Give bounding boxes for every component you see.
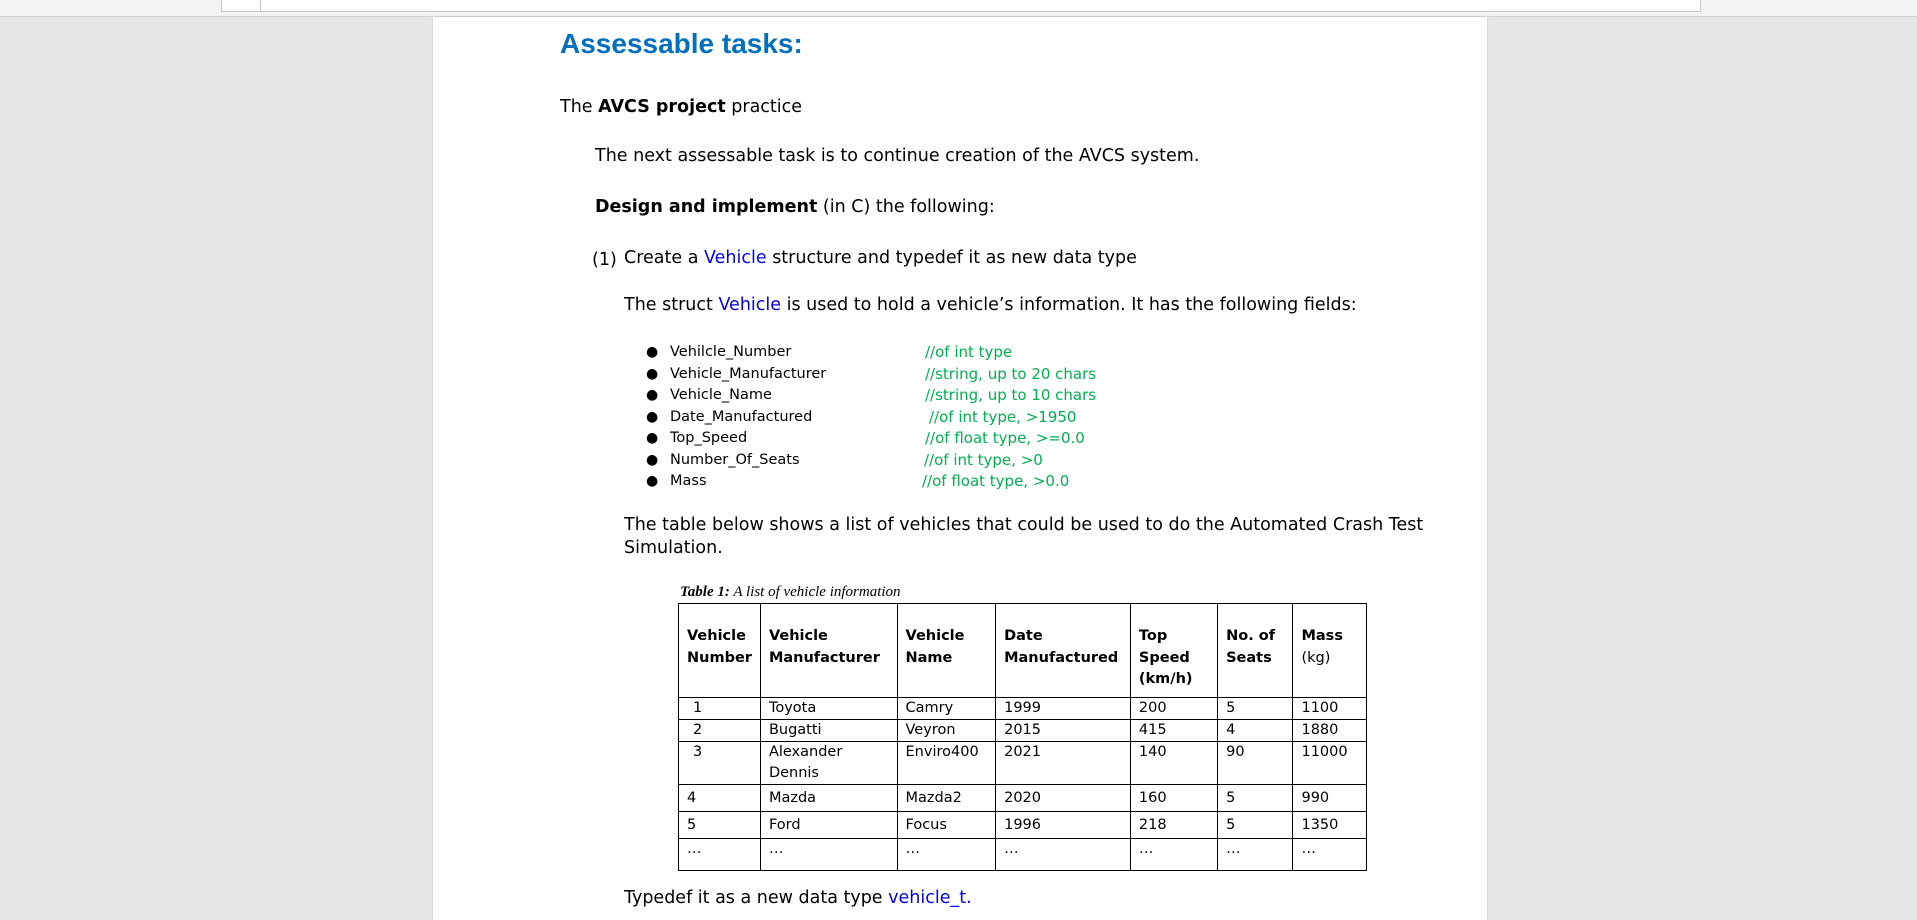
- table-cell: 2020: [996, 784, 1131, 811]
- col-header-vehicle-number: [679, 604, 761, 698]
- table-cell: 218: [1130, 811, 1217, 838]
- header-line: Vehicle: [687, 628, 746, 644]
- vehicle-link[interactable]: Vehicle: [704, 248, 767, 268]
- bullet-icon: ●: [646, 387, 659, 403]
- table-cell: Veyron: [897, 719, 996, 741]
- field-comment: //of float type, >0.0: [922, 472, 1070, 490]
- header-line: Date: [1004, 628, 1043, 644]
- design-paragraph: [595, 197, 995, 217]
- header-line: Speed: [1138, 649, 1190, 666]
- table-cell: …: [996, 838, 1131, 870]
- item1-post: structure and typedef it as new data type: [772, 248, 1137, 268]
- vehicle-link-2[interactable]: Vehicle: [718, 295, 782, 315]
- table-cell: Focus: [897, 811, 996, 838]
- col-header-top-speed: [1130, 604, 1217, 698]
- bullet-icon: ●: [646, 451, 659, 468]
- header-unit: (kg): [1301, 649, 1331, 666]
- table-cell: 160: [1130, 784, 1217, 811]
- struct-pre: The struct: [624, 295, 713, 315]
- item1-paragraph: [624, 248, 1137, 268]
- table-cell: 11000: [1293, 741, 1367, 784]
- header-line: Seats: [1226, 649, 1272, 666]
- table-cell: 1996: [996, 811, 1131, 838]
- header-line: Number: [687, 649, 752, 666]
- col-header-date: [996, 604, 1131, 698]
- field-comment: //string, up to 10 chars: [925, 386, 1097, 404]
- document-page: [433, 17, 1487, 920]
- table-cell: 3: [679, 741, 761, 784]
- field-comment: //of int type: [925, 343, 1013, 361]
- table-cell: 5: [1218, 784, 1293, 811]
- intro-bold: AVCS project: [598, 97, 726, 117]
- design-rest: (in C) the following:: [822, 197, 995, 217]
- intro-pre: The: [560, 97, 593, 117]
- page-title: Assessable tasks:: [560, 28, 803, 59]
- table-cell: Camry: [897, 697, 996, 719]
- header-line: Top: [1138, 628, 1168, 644]
- table-cell: Alexander Dennis: [760, 741, 897, 784]
- bullet-icon: ●: [646, 473, 659, 489]
- col-header-manufacturer: [760, 604, 897, 698]
- field-comment: //of int type, >0: [924, 450, 1043, 469]
- header-line: Mass: [1301, 628, 1343, 644]
- table-cell: 200: [1130, 697, 1217, 719]
- table-cell: …: [1218, 838, 1293, 870]
- task-sentence: The next assessable task is to continue creation of the AVCS system.: [595, 146, 1200, 166]
- table-cell: Enviro400: [897, 741, 996, 784]
- field-name: Mass: [670, 473, 707, 489]
- table-cell: 4: [679, 784, 761, 811]
- table-cell: …: [897, 838, 996, 870]
- table-cell: 990: [1293, 784, 1367, 811]
- top-toolbar-strip: [0, 0, 1917, 17]
- table-cell: 140: [1130, 741, 1217, 784]
- table-row: [679, 838, 1367, 870]
- table-cell: Bugatti: [760, 719, 897, 741]
- table-cell: 90: [1218, 741, 1293, 784]
- field-name: Vehicle_Name: [670, 387, 772, 403]
- caption-label: Table 1:: [680, 584, 730, 600]
- table-row: [679, 741, 1367, 784]
- table-cell: Mazda: [760, 784, 897, 811]
- field-separator: [260, 0, 261, 11]
- table-cell: 2015: [996, 719, 1131, 741]
- field-name: Number_Of_Seats: [670, 451, 800, 468]
- table-cell: 2021: [996, 741, 1131, 784]
- header-line: No. of: [1226, 628, 1276, 644]
- table-cell: Mazda2: [897, 784, 996, 811]
- field-name: Vehicle_Manufacturer: [670, 365, 827, 382]
- header-line: Manufacturer: [768, 649, 880, 666]
- col-header-mass: [1293, 604, 1367, 698]
- table-cell: …: [760, 838, 897, 870]
- field-comment: //of float type, >=0.0: [925, 429, 1085, 447]
- table-cell: 5: [679, 811, 761, 838]
- table-cell: 1999: [996, 697, 1131, 719]
- typedef-paragraph: [624, 888, 972, 908]
- header-line: Manufactured: [1004, 649, 1119, 666]
- intro-post: practice: [731, 97, 803, 117]
- table-cell: Toyota: [760, 697, 897, 719]
- table-cell: 1880: [1293, 719, 1367, 741]
- vehicle-t-link[interactable]: vehicle_t.: [888, 888, 972, 908]
- table-cell: Ford: [760, 811, 897, 838]
- header-line: Vehicle: [768, 628, 828, 644]
- col-header-vehicle-name: [897, 604, 996, 698]
- item1-pre: Create a: [624, 248, 699, 268]
- table-row: [679, 697, 1367, 719]
- bullet-icon: ●: [646, 430, 659, 446]
- table-cell: …: [679, 838, 761, 870]
- bullet-icon: ●: [646, 408, 659, 425]
- table-intro-line1: The table below shows a list of vehicles that could be used to do the Automated Crash Test: [624, 515, 1424, 535]
- table-cell: 2: [679, 719, 761, 741]
- table-row: [679, 811, 1367, 838]
- table-cell: 5: [1218, 811, 1293, 838]
- bullet-icon: ●: [646, 365, 659, 382]
- struct-post: is used to hold a vehicle’s information. It has the following fields:: [786, 295, 1357, 315]
- table-cell: 1350: [1293, 811, 1367, 838]
- table-cell: 4: [1218, 719, 1293, 741]
- table-cell: …: [1293, 838, 1367, 870]
- table-cell: 5: [1218, 697, 1293, 719]
- caption-text: A list of vehicle information: [733, 584, 901, 600]
- bullet-icon: ●: [646, 344, 659, 360]
- field-name: Vehilcle_Number: [670, 344, 792, 360]
- header-line: (km/h): [1138, 671, 1193, 687]
- table-cell: 415: [1130, 719, 1217, 741]
- col-header-seats: [1218, 604, 1293, 698]
- header-line: Name: [905, 649, 953, 666]
- field-comment: //of int type, >1950: [929, 407, 1077, 426]
- table-cell: 1100: [1293, 697, 1367, 719]
- table-intro-line2: Simulation.: [624, 538, 723, 558]
- table-cell: 1: [679, 697, 761, 719]
- intro-paragraph: [560, 97, 802, 117]
- field-name: Top_Speed: [670, 430, 748, 446]
- header-line: Vehicle: [905, 628, 965, 644]
- item-number: (1): [592, 250, 617, 270]
- struct-paragraph: [624, 295, 1357, 315]
- address-field[interactable]: [221, 0, 1701, 12]
- table-row: [679, 719, 1367, 741]
- table-header-row: [679, 604, 1367, 698]
- field-comment: //string, up to 20 chars: [925, 364, 1097, 383]
- design-bold: Design and implement: [595, 197, 818, 217]
- table-cell: …: [1130, 838, 1217, 870]
- table-row: [679, 784, 1367, 811]
- field-name: Date_Manufactured: [670, 408, 813, 425]
- typedef-pre: Typedef it as a new data type: [624, 888, 883, 908]
- table-caption: [680, 584, 901, 601]
- vehicle-table: [678, 603, 1367, 871]
